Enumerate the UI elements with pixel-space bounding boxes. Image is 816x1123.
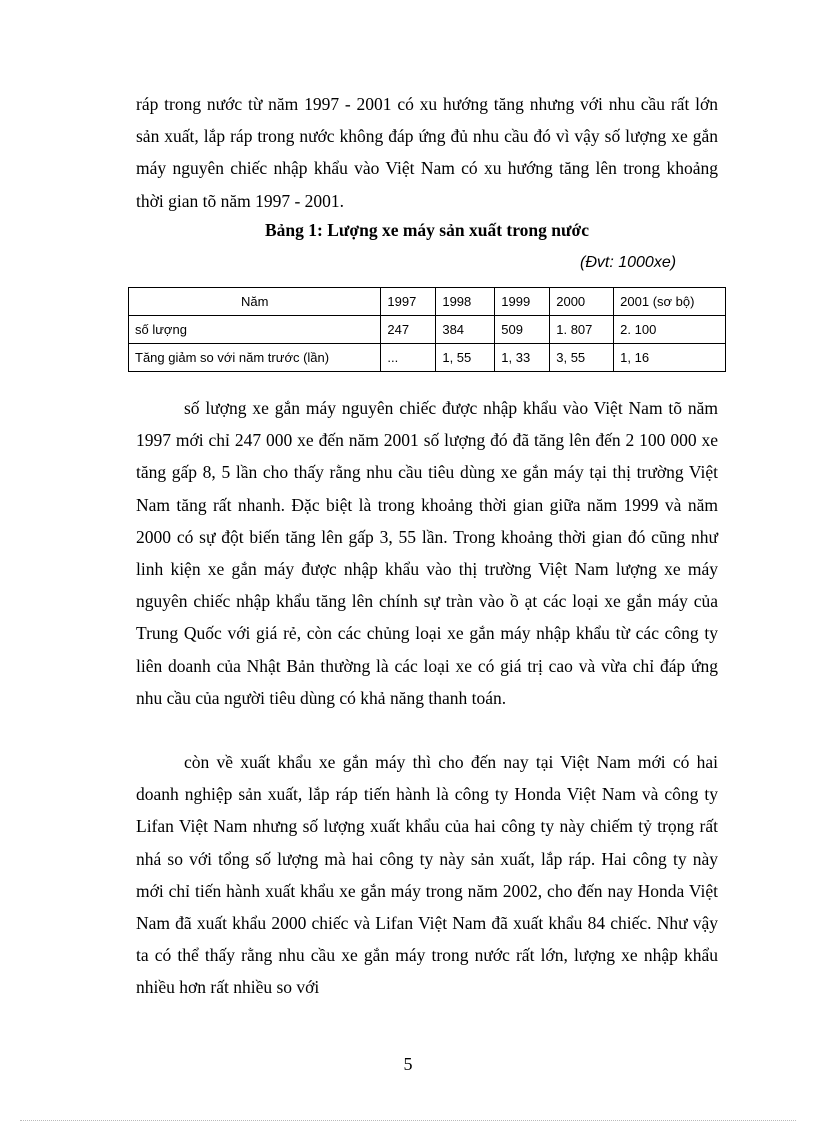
- table-header-cell: 1999: [495, 288, 550, 316]
- table-row: [129, 344, 726, 372]
- table-cell: 3, 55: [550, 344, 614, 372]
- table-cell: số lượng: [129, 316, 381, 344]
- table-cell: Tăng giảm so với năm trước (lần): [129, 344, 381, 372]
- table-cell: 1, 16: [614, 344, 726, 372]
- page-number: 5: [403, 1054, 413, 1074]
- table-cell: 1, 33: [495, 344, 550, 372]
- table-header-cell: 1997: [381, 288, 436, 316]
- table-header-cell: 2000: [550, 288, 614, 316]
- table-row: [129, 316, 726, 344]
- paragraph-export-analysis: còn về xuất khẩu xe gắn máy thì cho đến nay tại Việt Nam mới có hai doanh nghiệp sản xuất, lắp ráp tiến hành là công ty Honda Việt Nam và công ty Lifan Việt Nam nhưng số lượng xuất khẩu của hai công ty này chiếm tỷ trọng rất nhá so với tổng số lượng mà hai công ty này sản xuất, lắp ráp. Hai công ty này mới chỉ tiến hành xuất khẩu xe gắn máy trong năm 2002, cho đến nay Honda Việt Nam đã xuất khẩu 2000 chiếc và Lifan Việt Nam đã xuất khẩu 84 chiếc. Như vậy ta có thể thấy rằng nhu cầu xe gắn máy trong nước rất lớn, lượng xe nhập khẩu nhiều hơn rất nhiều so với: [136, 752, 718, 998]
- table-caption: Bảng 1: Lượng xe máy sản xuất trong nước: [265, 220, 589, 240]
- table-cell: 247: [381, 316, 436, 344]
- paragraph-intro: ráp trong nước từ năm 1997 - 2001 có xu hướng tăng nhưng với nhu cầu rất lớn sản xuất, lắp ráp trong nước không đáp ứng đủ nhu cầu đó vì vậy số lượng xe gắn máy nguyên chiếc nhập khẩu vào Việt Nam có xu hướng tăng lên trong khoảng thời gian tõ năm 1997 - 2001.: [136, 94, 718, 211]
- table-cell: 1. 807: [550, 316, 614, 344]
- table-header-cell: 1998: [436, 288, 495, 316]
- page-bottom-divider: [20, 1120, 796, 1121]
- production-table: [128, 287, 726, 372]
- table-cell: 2. 100: [614, 316, 726, 344]
- table-header-cell: 2001 (sơ bộ): [614, 288, 726, 316]
- table-cell: 509: [495, 316, 550, 344]
- table-header-cell: Năm: [129, 288, 381, 316]
- table-cell: ...: [381, 344, 436, 372]
- table-header-row: [129, 288, 726, 316]
- table-cell: 1, 55: [436, 344, 495, 372]
- table-cell: 384: [436, 316, 495, 344]
- paragraph-import-analysis: số lượng xe gắn máy nguyên chiếc được nhập khẩu vào Việt Nam tõ năm 1997 mới chỉ 247 000 xe đến năm 2001 số lượng đó đã tăng lên đến 2 100 000 xe tăng gấp 8, 5 lần cho thấy rằng nhu cầu tiêu dùng xe gắn máy tại thị trường Việt Nam tăng rất nhanh. Đặc biệt là trong khoảng thời gian giữa năm 1999 và năm 2000 có sự đột biến tăng lên gấp 3, 55 lần. Trong khoảng thời gian đó cũng như linh kiện xe gắn máy được nhập khẩu vào thị trường Việt Nam lượng xe máy nguyên chiếc nhập khẩu tăng lên chính sự tràn vào ồ ạt các loại xe gắn máy của Trung Quốc với giá rẻ, còn các chủng loại xe gắn máy nhập khẩu từ các công ty liên doanh của Nhật Bản thường là các loại xe có giá trị cao và vừa chỉ đáp ứng nhu cầu của người tiêu dùng có khả năng thanh toán.: [136, 398, 718, 708]
- table-unit: (Đvt: 1000xe): [580, 254, 677, 271]
